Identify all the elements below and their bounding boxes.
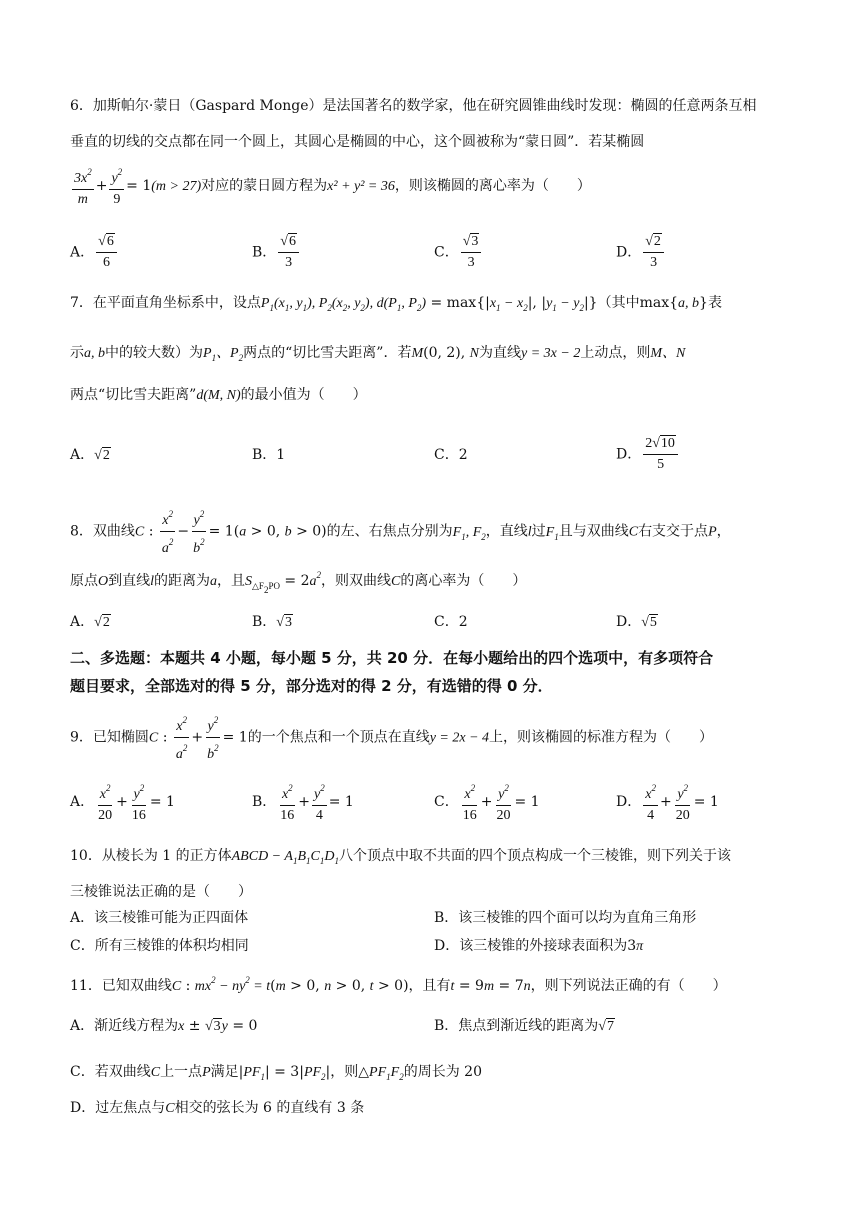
q10-line-1: 10．从棱长为 1 的正方体ABCD − $A_1B_1C_1D_1$八个顶点中取不共面的四个顶点构成一个三棱锥，则下列关于该: [70, 848, 731, 866]
q7-option-c: C．2: [434, 447, 468, 463]
q6-eq-text: 对应的蒙日圆方程为: [201, 178, 328, 194]
q6-line-2: 垂直的切线的交点都在同一个圆上，其圆心是椭圆的中心，这个圆被称为“蒙日圆”．若某椭圆: [70, 134, 645, 150]
q8-line-2: 原点O到直线l的距离为a，且$S_{\triangle F_2PO} = 2a^2$，则双曲线C的离心率为（ ）: [70, 570, 527, 595]
q7-option-b: B．1: [252, 447, 286, 463]
q11-option-d: D．过左焦点与C相交的弦长为 6 的直线有 3 条: [70, 1100, 365, 1116]
q9-option-d: D． $\frac{x^2}{4}$ + $\frac{y^2}{20}$ = 1: [616, 778, 719, 826]
q10-option-c: C．所有三棱锥的体积均相同: [70, 938, 249, 954]
q6-fraction-2: $\frac{y^2}{9}$: [109, 162, 124, 210]
q6-option-a: A． $\frac{√6}{6}$: [70, 232, 119, 273]
q6-option-c: C． $\frac{√3}{3}$: [434, 232, 483, 273]
q8-option-a: A．√2: [70, 614, 110, 630]
q10-line-2: 三棱锥说法正确的是（ ）: [70, 884, 252, 900]
section-2-header-line-1: 二、多选题：本题共 4 小题，每小题 5 分，共 20 分．在每小题给出的四个选项中，有多项符合: [70, 649, 714, 667]
q8-option-c: C．2: [434, 614, 468, 630]
q8-line-1: 8．双曲线C : $\frac{x^2}{a^2}$ − $\frac{y^2}{b^2}$ = 1(a > 0, b > 0)的左、右焦点分别为$F_1$, $F_2$，直线l过$F_1$且与双曲线C右支交于点P，: [70, 504, 731, 559]
section-2-header-line-2: 题目要求，全部选对的得 5 分，部分选对的得 2 分，有选错的得 0 分．: [70, 677, 553, 695]
q6-condition: (m > 27): [151, 179, 202, 194]
q10-option-a: A．该三棱锥可能为正四面体: [70, 910, 249, 926]
q6-fraction-1: $\frac{3x^2}{m}$: [72, 162, 94, 210]
q6-line-3: $\frac{3x^2}{m}$ + $\frac{y^2}{9}$ = 1(m > 27)对应的蒙日圆方程为x² + y² = 36，则该椭圆的离心率为（ ）: [70, 162, 591, 210]
q6-tail: ，则该椭圆的离心率为（ ）: [394, 178, 591, 194]
q10-option-d: D．该三棱锥的外接球表面积为3π: [434, 938, 644, 954]
q7-line-3: 两点“切比雪夫距离”d(M, N)的最小值为（ ）: [70, 387, 367, 403]
q9-option-c: C． $\frac{x^2}{16}$ + $\frac{y^2}{20}$ = 1: [434, 778, 540, 826]
q7-option-d: D． $\frac{2√10}{5}$: [616, 434, 680, 475]
q9-option-a: A． $\frac{x^2}{20}$ + $\frac{y^2}{16}$ = 1: [70, 778, 175, 826]
q6-option-d: D． $\frac{√2}{3}$: [616, 232, 666, 273]
q10-option-b: B．该三棱锥的四个面可以均为直角三角形: [434, 910, 697, 926]
q11-option-c: C．若双曲线C上一点P满足$|PF_1| = 3|PF_2|$，则$\triangle PF_1F_2$的周长为 20: [70, 1064, 482, 1082]
q11-option-a: A．渐近线方程为x ± √3y = 0: [70, 1018, 258, 1034]
q6-line-1: 6．加斯帕尔·蒙日（Gaspard Monge）是法国著名的数学家，他在研究圆锥曲线时发现：椭圆的任意两条互相: [70, 98, 757, 114]
q8-option-b: B．√3: [252, 614, 292, 630]
q7-option-a: A．√2: [70, 447, 110, 463]
q7-line-2: 示a, b中的较大数）为$P_1$、$P_2$两点的“切比雪夫距离”．若M(0, 2), N为直线y = 3x − 2上动点，则M、N: [70, 345, 686, 363]
q9-option-b: B． $\frac{x^2}{16}$ + $\frac{y^2}{4}$ = 1: [252, 778, 354, 826]
q11-line: 11．已知双曲线C : $mx^2 - ny^2 = t(m > 0$, n > 0, t > 0)，且有t = 9m = 7n，则下列说法正确的有（ ）: [70, 975, 727, 994]
q6-option-b: B． $\frac{√6}{3}$: [252, 232, 301, 273]
q11-option-b: B．焦点到渐近线的距离为√7: [434, 1018, 614, 1034]
q9-line: 9．已知椭圆C : $\frac{x^2}{a^2}$ + $\frac{y^2}{b^2}$ = 1的一个焦点和一个顶点在直线y = 2x − 4上，则该椭圆的标准方程为（ ）: [70, 710, 713, 765]
q8-option-d: D．√5: [616, 614, 657, 630]
q7-line-1: 7．在平面直角坐标系中，设点$P_1(x_1$, $y_1$), $P_2(x_2$, $y_2$), $d(P_1$, $P_2) = \max\{|x_1 - x_2|$, $|y_1 - y_2|$}（其中max{a, b}表: [70, 295, 722, 313]
q6-circle-equation: x² + y² = 36: [327, 179, 395, 194]
